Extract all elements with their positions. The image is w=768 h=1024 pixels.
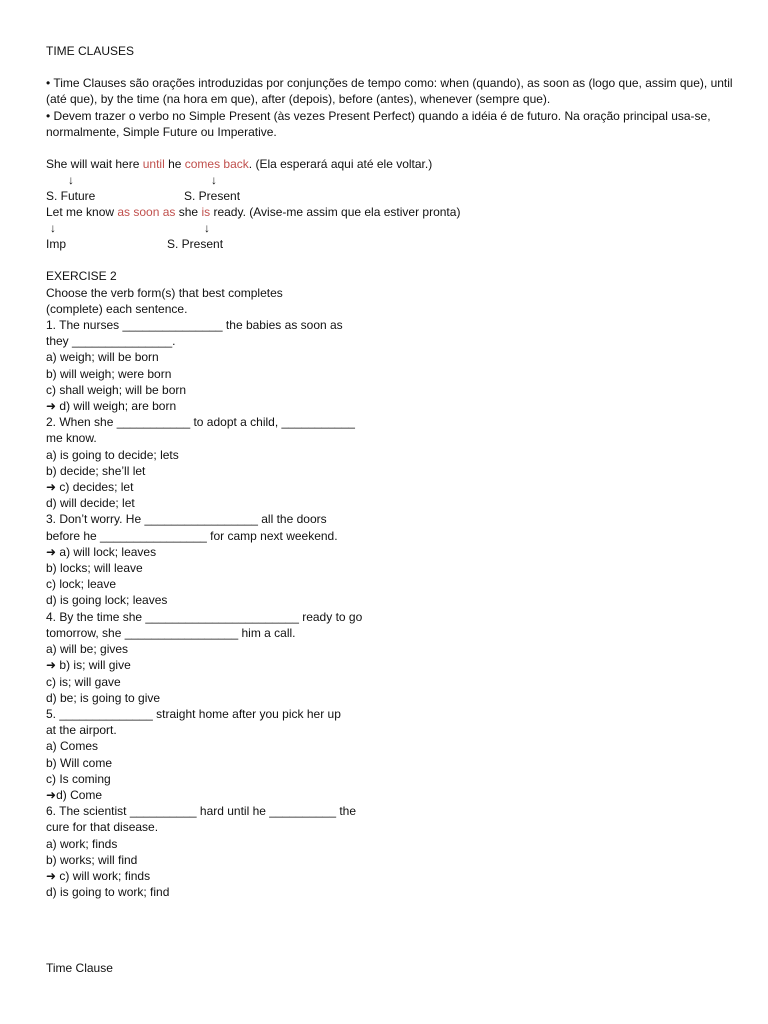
exercise-instructions: (complete) each sentence. [46,301,188,316]
right-arrow-icon: ➜ [46,787,57,802]
footer-heading: Time Clause [46,961,113,975]
answer-option [46,884,736,900]
answer-option [46,447,736,463]
question-text: tomorrow, she _________________ him a call. [46,625,296,640]
page-title: TIME CLAUSES [46,44,135,58]
conjunction-as-soon-as: as soon as [117,205,176,220]
answer-option [46,576,736,592]
example-1-labels [46,188,736,204]
option-text: c) shall weigh; will be born [46,382,187,397]
question-text: 1. The nurses _______________ the babies as soon as [46,318,343,333]
question-text: at the airport. [46,723,117,738]
answer-option [46,755,736,771]
option-text: d) is going to work; find [46,885,170,900]
question-block [46,609,736,706]
down-arrow-icon: ↓ [211,173,217,188]
option-text: c) lock; leave [46,577,117,592]
question-text: cure for that disease. [46,820,159,835]
option-text: b) locks; will leave [46,561,143,576]
option-text: c) decides; let [56,480,134,495]
answer-option-correct [46,868,736,884]
question-text: me know. [46,431,97,446]
right-arrow-icon: ➜ [46,658,57,673]
question-block [46,511,736,608]
answer-option [46,592,736,608]
option-text: a) will lock; leaves [56,544,157,559]
bullet-2: • Devem trazer o verbo no Simple Present (às vezes Present Perfect) quando a idéia é de futuro. Na oração principal usa-se, normalmente, Simple Future ou Imperative. [46,108,711,139]
label-s-future: S. Future [46,189,96,204]
option-text: b) is; will give [56,658,131,673]
question-list [46,317,736,900]
answer-option [46,349,736,365]
option-text: d) Come [56,787,103,802]
answer-option [46,738,736,754]
example-1-sentence: She will wait here until he comes back. (Ela esperará aqui até ele voltar.) [46,157,433,172]
question-text: before he ________________ for camp next weekend. [46,528,338,543]
exercise-instructions: Choose the verb form(s) that best completes [46,285,283,300]
answer-option [46,771,736,787]
bullet-1: • Time Clauses são orações introduzidas por conjunções de tempo como: when (quando), as soon as (logo que, assim que), until (até que), by the time (na hora em que), after (depois), before (antes), whenever (sempre que). [46,76,733,107]
option-text: b) decide; she’ll let [46,463,146,478]
example-2-arrows [46,220,736,236]
answer-option-correct [46,787,736,803]
answer-option [46,463,736,479]
option-text: a) Comes [46,739,99,754]
example-2-sentence: Let me know as soon as she is ready. (Avise-me assim que ela estiver pronta) [46,205,461,220]
label-imp: Imp [46,237,67,252]
verb-comes-back: comes back [184,157,249,172]
answer-option [46,641,736,657]
document-page [46,43,736,900]
answer-option [46,366,736,382]
option-text: b) works; will find [46,852,138,867]
answer-option-correct [46,398,736,414]
down-arrow-icon: ↓ [68,173,74,188]
option-text: d) is going lock; leaves [46,593,168,608]
down-arrow-icon: ↓ [50,221,56,236]
question-text: 3. Don’t worry. He _________________ all the doors [46,512,327,527]
question-text: 2. When she ___________ to adopt a child, ___________ [46,415,355,430]
down-arrow-icon: ↓ [204,221,210,236]
answer-option [46,382,736,398]
question-text: they _______________. [46,334,176,349]
option-text: c) is; will gave [46,674,121,689]
answer-option [46,495,736,511]
answer-option [46,852,736,868]
right-arrow-icon: ➜ [46,480,57,495]
conjunction-until: until [142,157,165,172]
option-text: d) will weigh; are born [56,399,177,414]
option-text: d) be; is going to give [46,690,161,705]
option-text: d) will decide; let [46,496,135,511]
answer-option-correct [46,657,736,673]
example-1-arrows [46,172,736,188]
label-s-present: S. Present [184,189,241,204]
question-text: 6. The scientist __________ hard until he __________ the [46,804,357,819]
option-text: c) Is coming [46,771,111,786]
example-2-labels [46,236,736,252]
verb-is: is [201,205,211,220]
answer-option [46,690,736,706]
exercise-title: EXERCISE 2 [46,269,117,284]
label-s-present: S. Present [167,237,224,252]
question-block [46,803,736,900]
right-arrow-icon: ➜ [46,868,57,883]
question-block [46,414,736,511]
answer-option-correct [46,544,736,560]
answer-option [46,674,736,690]
right-arrow-icon: ➜ [46,544,57,559]
answer-option [46,560,736,576]
option-text: a) weigh; will be born [46,350,159,365]
option-text: a) is going to decide; lets [46,447,179,462]
option-text: b) Will come [46,755,113,770]
question-block [46,706,736,803]
question-block [46,317,736,414]
option-text: a) will be; gives [46,642,129,657]
answer-option-correct [46,479,736,495]
option-text: a) work; finds [46,836,118,851]
answer-option [46,836,736,852]
option-text: b) will weigh; were born [46,366,172,381]
question-text: 4. By the time she _______________________ ready to go [46,609,363,624]
option-text: c) will work; finds [56,868,151,883]
question-text: 5. ______________ straight home after you pick her up [46,706,341,721]
right-arrow-icon: ➜ [46,399,57,414]
